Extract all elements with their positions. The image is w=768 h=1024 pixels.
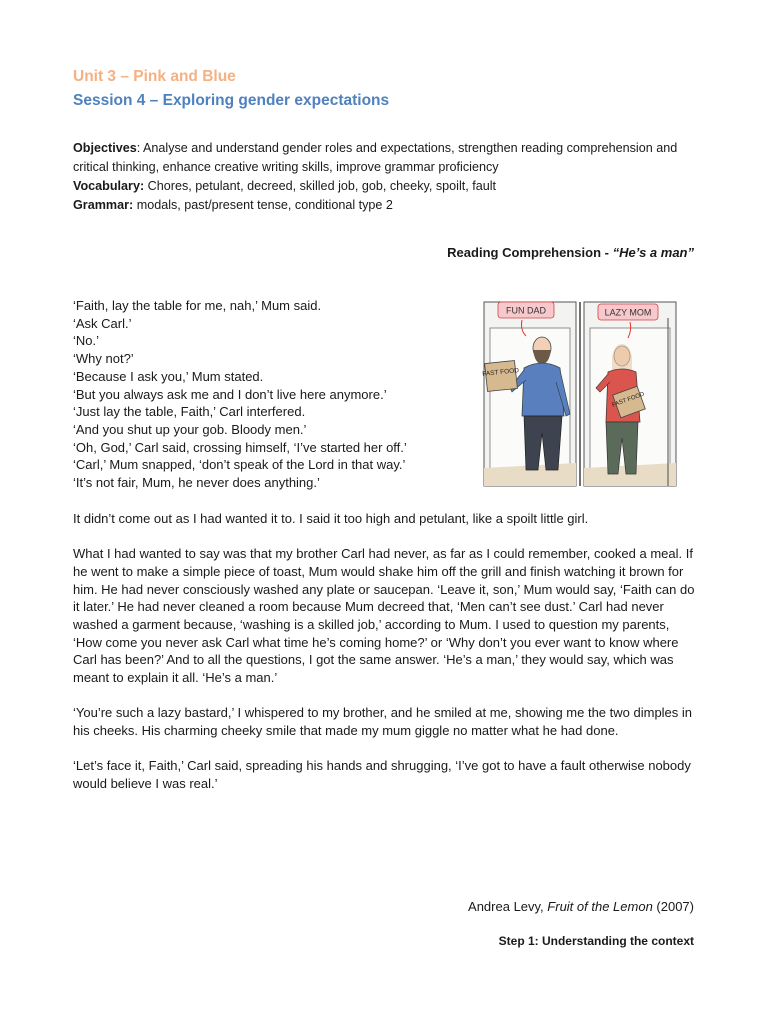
objectives-label: Objectives — [73, 141, 137, 155]
grammar-line — [73, 196, 698, 215]
dialogue-line: ‘But you always ask me and I don’t live here anymore.’ — [73, 386, 387, 402]
vocabulary-label: Vocabulary: — [73, 179, 145, 193]
vocabulary-text: Chores, petulant, decreed, skilled job, gob, cheeky, spoilt, fault — [144, 179, 497, 193]
dialogue-line: ‘Ask Carl.’ — [73, 315, 132, 331]
reading-heading-prefix: Reading Comprehension - — [447, 245, 613, 260]
session-title: Session 4 – Exploring gender expectations — [73, 92, 390, 109]
objectives-text: : Analyse and understand gender roles and expectations, strengthen reading comprehension and critical thinking, enhance creative writing skills, improve grammar proficiency — [73, 141, 678, 174]
dialogue-line: ‘Because I ask you,’ Mum stated. — [73, 368, 264, 384]
lazy-mom-box-label: FAST FOOD — [611, 391, 646, 409]
dialogue-line: ‘Why not?’ — [73, 351, 134, 367]
grammar-text: modals, past/present tense, conditional type 2 — [133, 198, 393, 212]
story-paragraph: ‘Let’s face it, Faith,’ Carl said, spreading his hands and shrugging, ‘I’ve got to have a fault otherwise nobody would believe I was real.’ — [73, 758, 691, 791]
dialogue-line: ‘Carl,’ Mum snapped, ‘don’t speak of the Lord in that way.’ — [73, 457, 406, 473]
dialogue-line: ‘Faith, lay the table for me, nah,’ Mum said. — [73, 298, 322, 313]
dialogue-line: ‘Just lay the table, Faith,’ Carl interfered. — [73, 404, 306, 420]
dialogue-block — [73, 297, 473, 492]
source-year: (2007) — [652, 899, 694, 914]
vocabulary-line — [73, 177, 698, 196]
fun-dad-lazy-mom-cartoon — [480, 298, 680, 490]
objectives-line — [73, 139, 698, 177]
dialogue-line: ‘It’s not fair, Mum, he never does anything.’ — [73, 475, 320, 491]
reading-heading-title: “He’s a man” — [612, 245, 694, 260]
lazy-mom-sign: LAZY MOM — [604, 307, 652, 318]
source-citation — [468, 899, 694, 914]
story-paragraph: What I had wanted to say was that my brother Carl had never, as far as I could remember, cooked a meal. If he went to make a simple piece of toast, Mum would shake him off the grill and finish watching it brown for him. He had never consciously washed any plate or saucepan. ‘Leave it, son,’ Mum would say, ‘Faith can do it later.’ He had never cleaned a room because Mum decreed that, ‘Men can’t see dust.’ Carl had never washed a garment because, ‘washing is a skilled job,’ according to Mum. I used to question my parents, ‘How come you never ask Carl what time he’s coming home?’ or ‘Why don’t you ever want to know where Carl has been?’ And to all the questions, I got the same answer. ‘He’s a man,’ they would say, which was meant to explain it all. ‘He’s a man.’ — [73, 546, 695, 686]
fun-dad-sign: FUN DAD — [506, 305, 546, 316]
unit-title: Unit 3 – Pink and Blue — [73, 68, 236, 85]
grammar-label: Grammar: — [73, 198, 134, 212]
reading-comprehension-heading — [447, 245, 694, 260]
lesson-meta — [73, 139, 698, 215]
source-author: Andrea Levy, — [468, 899, 548, 914]
source-title: Fruit of the Lemon — [547, 899, 653, 914]
story-paragraph: ‘You’re such a lazy bastard,’ I whispered to my brother, and he smiled at me, showing me the two dimples in his cheeks. His charming cheeky smile that made my mum giggle no matter what he had done. — [73, 705, 693, 739]
dialogue-line: ‘No.’ — [73, 333, 100, 349]
story-body — [73, 510, 697, 810]
dialogue-line: ‘Oh, God,’ Carl said, crossing himself, ‘I’ve started her off.’ — [73, 439, 407, 455]
step-heading: Step 1: Understanding the context — [498, 934, 694, 948]
dialogue-line: ‘And you shut up your gob. Bloody men.’ — [73, 421, 307, 437]
story-paragraph: It didn’t come out as I had wanted it to. I said it too high and petulant, like a spoilt little girl. — [73, 511, 589, 526]
fun-dad-box-label: FAST FOOD — [482, 367, 520, 378]
